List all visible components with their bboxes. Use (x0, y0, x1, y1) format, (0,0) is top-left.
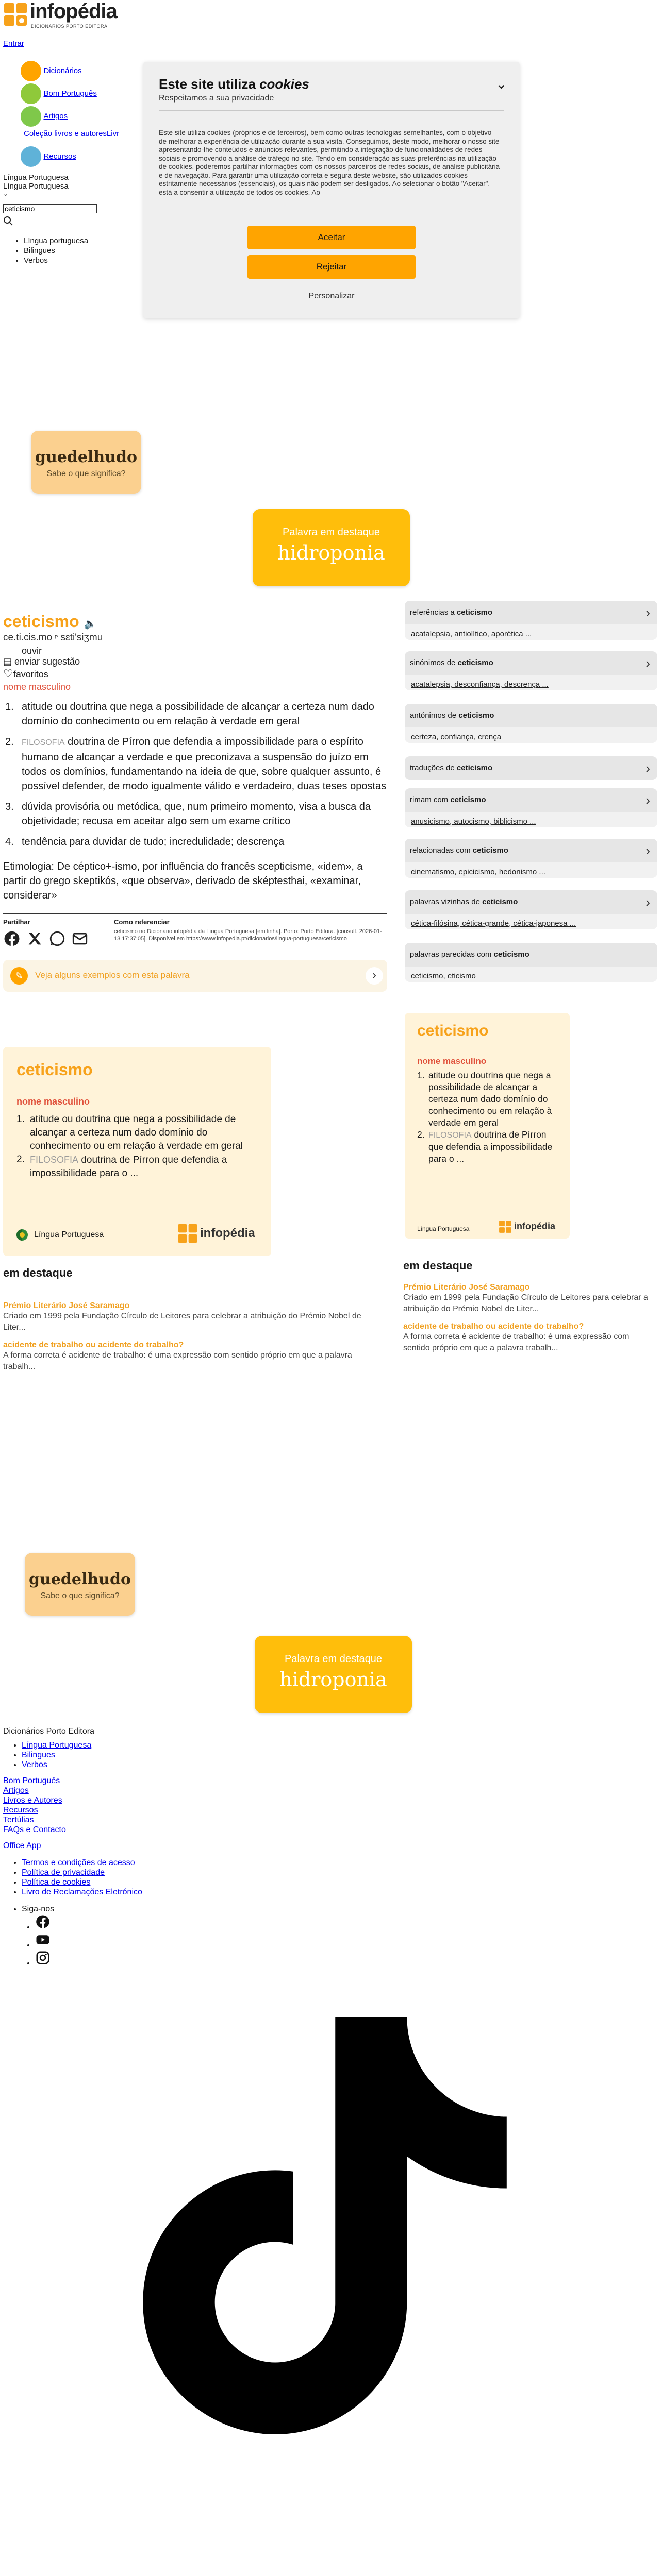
definition-item: 4. tendência para duvidar de tudo; incredulidade; descrença (5, 836, 285, 848)
nav-item-bom-portugues[interactable] (21, 83, 144, 105)
lightbulb-icon: ✎ (10, 967, 28, 985)
card-word: ceticismo (417, 1022, 489, 1039)
footer-legal-link[interactable]: Política de privacidade (22, 1868, 105, 1877)
highlight-word: hidroponia (279, 1668, 387, 1691)
bom-portugues-icon (21, 83, 41, 104)
entry-headword: ceticismo 🔈 (3, 612, 97, 631)
footer-legal-link[interactable]: Termos e condições de acesso (22, 1858, 135, 1867)
examples-panel[interactable] (3, 960, 387, 992)
featured-left (3, 1266, 385, 1372)
brand-subtitle: DICIONÁRIOS PORTO EDITORA (31, 24, 108, 29)
entry-pronunciation (3, 632, 387, 643)
word-highlight-banner[interactable] (255, 1636, 412, 1713)
sidebox-rhymes[interactable]: rimam com ceticismo › anusicismo, autocismo, biblicismo ... (405, 788, 657, 827)
cookie-title: Este site utiliza cookies (159, 76, 309, 92)
cookie-body: Este site utiliza cookies (próprios e de terceiros), bem como outras tecnologias semelhantes, com o objetivo de melhorar a experiência de utilização durante a sua visita. Conseguimos, deste modo, melhorar o nosso site apresentando-lhe conteúdos e anúncios relevantes, permitindo a integração de funcionalidades de redes sociais e promovendo a análise de tráfego no site. Tendo em consideração as suas preferências na utilização de cookies, poderemos partilhar informações com os nossos parceiros de redes sociais, de análise publicitária e de navegação. Para garantir uma utilização correta e segura deste website, são utilizados cookies estritamente necessários (essenciais), os quais não podem ser desligados. Ao selecionar o botão "Aceitar", está a consentir a utilização de todos os cookies. Ao (159, 129, 500, 196)
suggest-action[interactable]: ▤ enviar sugestão (3, 656, 80, 667)
edition-link-text[interactable]: Coleção livros e autoresLivr (24, 129, 120, 138)
facebook-icon[interactable] (3, 930, 21, 947)
footer-link[interactable]: Bilingues (22, 1751, 55, 1759)
infopedia-logo-icon (3, 2, 28, 27)
featured-item-title[interactable]: acidente de trabalho ou acidente do trabalho? (403, 1322, 584, 1331)
favorites-action[interactable]: ♡favoritos (3, 667, 48, 680)
articles-icon (21, 106, 41, 127)
resources-icon (21, 146, 41, 167)
featured-item-title[interactable]: acidente de trabalho ou acidente do trabalho? (3, 1341, 184, 1349)
divider (3, 913, 387, 914)
card-pos: nome masculino (16, 1096, 90, 1107)
highlight-label: Palavra em destaque (284, 1653, 382, 1665)
nav-label[interactable]: Artigos (43, 112, 68, 121)
cookie-subtitle: Respeitamos a sua privacidade (159, 94, 274, 103)
login-link[interactable]: Entrar (3, 39, 24, 48)
office-app-link[interactable]: Office App (3, 1841, 41, 1850)
facebook-icon[interactable] (35, 1914, 51, 1929)
chevron-right-icon: › (646, 894, 650, 910)
sidebox-antonyms[interactable]: antónimos de ceticismo certeza, confiança, crença (405, 704, 657, 743)
footer-links (3, 1776, 142, 1835)
search-input[interactable] (3, 204, 97, 213)
sidebox-references[interactable]: referências a ceticismo › acatalepsia, antiolítico, aporética ... (405, 601, 657, 640)
definition-item: 3. dúvida provisória ou metódica, que, num primeiro momento, visa a busca da objetividade; recusa em aceitar algo sem um exame crítico (5, 801, 371, 827)
footer-legal (3, 1858, 142, 1897)
heart-icon: ♡ (3, 667, 13, 680)
word-quiz-banner[interactable] (25, 1553, 135, 1616)
footer-dict-links (3, 1740, 142, 1770)
featured-item-text: Criado em 1999 pela Fundação Círculo de Leitores para celebrar a atribuição do Prémio Nobel de Liter... (403, 1293, 648, 1313)
featured-item-text: A forma correta é acidente de trabalho: é uma expressão com sentido próprio em que a palavra trabalh... (3, 1351, 352, 1371)
word-highlight-banner[interactable] (253, 509, 410, 586)
brand-name: infopédia (30, 0, 117, 23)
email-icon[interactable] (71, 930, 89, 947)
main-nav (21, 61, 144, 129)
chevron-right-icon: › (646, 605, 650, 620)
dictionary-selector[interactable] (3, 173, 69, 197)
quiz-word: guedelhudo (35, 448, 137, 466)
footer-link[interactable]: Língua Portuguesa (22, 1741, 92, 1750)
chevron-right-icon: › (646, 655, 650, 671)
footer-link[interactable]: FAQs e Contacto (3, 1825, 66, 1834)
share-icons (3, 930, 114, 947)
dict-select-label: Língua Portuguesa (3, 173, 69, 182)
footer-dictionaries-label: Dicionários Porto Editora (3, 1727, 94, 1736)
word-card-large[interactable] (3, 1047, 271, 1256)
definition-item: 1. atitude ou doutrina que nega a possibilidade de alcançar a certeza num dado domínio do conhecimento ou em relação à verdade em geral (5, 701, 374, 727)
infopedia-logo-icon (177, 1223, 198, 1244)
word-quiz-banner[interactable] (31, 431, 141, 494)
word-card-small[interactable] (405, 1013, 570, 1239)
card-pos: nome masculino (417, 1056, 487, 1066)
dict-select-current[interactable]: Língua Portuguesa (3, 182, 69, 191)
cite-label: Como referenciar (114, 918, 170, 926)
featured-item-title[interactable]: Prémio Literário José Saramago (3, 1301, 130, 1310)
quiz-question: Sabe o que significa? (40, 1591, 120, 1600)
definitions (3, 700, 387, 849)
footer-legal-link[interactable]: Política de cookies (22, 1878, 91, 1887)
part-of-speech: nome masculino (3, 682, 71, 692)
youtube-icon[interactable] (35, 1932, 51, 1947)
examples-label: Veja alguns exemplos com esta palavra (35, 970, 190, 980)
etymology: Etimologia: De céptico+-ismo, por influência do francês scepticisme, «idem», a partir do grego skeptikós, «que observa», derivado de sképtesthai, «examinar, considerar» (3, 861, 363, 901)
featured-heading: em destaque (403, 1259, 473, 1272)
divider (159, 110, 504, 111)
sidebox-related[interactable]: relacionadas com ceticismo › cinematismo, epicicismo, hedonismo ... (405, 839, 657, 878)
follow-label: Siga-nos (22, 1905, 55, 1913)
card-defs: 1. atitude ou doutrina que nega a possibilidade de alcançar a certeza num dado domínio do conhecimento ou em relação à verdade em geral 2. FILOSOFIA doutrina de Pírron que defendia a impossibilidade para o ... (417, 1070, 553, 1164)
sidebox-translations[interactable]: traduções de ceticismo › (405, 756, 657, 780)
speaker-icon[interactable]: 🔈 (84, 618, 97, 630)
chevron-right-icon: › (646, 843, 650, 858)
infopedia-logo-icon (499, 1220, 512, 1233)
chevron-right-icon: › (646, 760, 650, 776)
entry (3, 612, 387, 992)
chevron-right-icon[interactable]: › (366, 967, 383, 985)
search-icon[interactable] (3, 216, 13, 226)
chevron-down-icon[interactable]: ⌄ (3, 190, 9, 197)
featured-item-text: A forma correta é acidente de trabalho: é uma expressão com sentido próprio em que a palavra trabalh... (403, 1332, 630, 1352)
portugal-flag-icon (16, 1229, 28, 1241)
share-label: Partilhar (3, 918, 30, 926)
card-brand: infopédia (177, 1223, 255, 1246)
nav-label[interactable]: Dicionários (43, 66, 82, 76)
reject-button[interactable]: Rejeitar (247, 255, 416, 279)
cite-text: ceticismo no Dicionário infopédia da Língua Portuguesa [em linha]. Porto: Porto Editora. [consult. 2026-01-13 17:37:05]. Disponível em https://www.infopedia.pt/dicionarios/lingua-portuguesa/ceticismo (114, 928, 382, 942)
edition-link[interactable] (24, 129, 119, 138)
site-logo[interactable] (3, 0, 127, 32)
cookie-consent-dialog (143, 62, 520, 318)
syllables: ce.ti.cis.mo (3, 632, 53, 643)
footer-link[interactable]: Verbos (22, 1760, 47, 1769)
nav-item-artigos[interactable] (21, 106, 144, 128)
nav-label[interactable]: Recursos (43, 152, 76, 161)
dictionary-options (5, 236, 88, 265)
nav-item-dicionarios[interactable] (21, 61, 144, 82)
customize-link[interactable]: Personalizar (308, 292, 355, 300)
twitter-x-icon[interactable] (26, 930, 43, 947)
highlight-label: Palavra em destaque (282, 527, 380, 538)
tiktok-icon[interactable] (46, 1947, 603, 2504)
card-word: ceticismo (16, 1060, 93, 1079)
dictionary-icon (21, 61, 41, 81)
card-brand: infopédia (499, 1220, 560, 1235)
featured-right (403, 1259, 651, 1354)
card-language: Língua Portuguesa (34, 1230, 104, 1239)
footer-link[interactable]: Tertúlias (3, 1816, 34, 1824)
featured-item-text: Criado em 1999 pela Fundação Círculo de Leitores para celebrar a atribuição do Prémio Nobel de Liter... (3, 1312, 361, 1332)
dict-option[interactable]: • Língua portuguesa (24, 236, 88, 246)
footer (3, 1726, 142, 1968)
nav-item-recursos[interactable] (21, 146, 76, 167)
listen-action[interactable]: ouvir (22, 646, 42, 656)
highlight-word: hidroponia (277, 541, 385, 564)
dict-option[interactable]: • Verbos (24, 256, 88, 265)
share-section (3, 918, 114, 947)
share-cite-row (3, 918, 387, 947)
card-language: Língua Portuguesa (417, 1225, 470, 1232)
sidebox-synonyms[interactable]: sinónimos de ceticismo › acatalepsia, desconfiança, descrença ... (405, 651, 657, 690)
search-form (3, 204, 97, 226)
ipa: sɛti'siʒmu (60, 632, 103, 643)
edit-icon: ▤ (3, 656, 12, 667)
footer-legal-link[interactable]: Livro de Reclamações Eletrónico (22, 1888, 142, 1896)
footer-link[interactable]: Bom Português (3, 1776, 60, 1785)
definition-item: 2. FILOSOFIA doutrina de Pírron que defendia a impossibilidade para o espírito humano de alcançar a verdade e que preconizava a suspensão do juízo em todos os domínios, fundamentando na ideia de que, sobre qualquer assunto, é possível defender, de modo igualmente válido e verdadeiro, duas teses opostas (5, 736, 387, 792)
sidebox-similar[interactable]: palavras parecidas com ceticismo ceticismo, eticismo (405, 943, 657, 982)
user-icon (3, 34, 10, 39)
cite-section (114, 918, 387, 947)
sidebox-neighbours[interactable]: palavras vizinhas de ceticismo › cética-filósina, cética-grande, cética-japonesa ... (405, 890, 657, 929)
whatsapp-icon[interactable] (48, 930, 66, 947)
quiz-word: guedelhudo (29, 1570, 131, 1588)
footer-link[interactable]: Recursos (3, 1806, 38, 1815)
chevron-right-icon: › (646, 792, 650, 808)
featured-item-title[interactable]: Prémio Literário José Saramago (403, 1283, 530, 1292)
chevron-down-icon[interactable]: ⌄ (495, 76, 507, 92)
nav-label[interactable]: Bom Português (43, 89, 97, 98)
ipa-label: ᴾ (55, 634, 58, 642)
card-defs: 1. atitude ou doutrina que nega a possibilidade de alcançar a certeza num dado domínio do conhecimento ou em relação à verdade em geral 2. FILOSOFIA doutrina de Pírron que defendia a impossibilidade para o ... (16, 1114, 243, 1179)
user-login[interactable] (3, 34, 24, 48)
dict-option[interactable]: • Bilingues (24, 246, 88, 256)
featured-heading: em destaque (3, 1266, 73, 1279)
accept-button[interactable]: Aceitar (247, 226, 416, 249)
footer-link[interactable]: Artigos (3, 1786, 29, 1795)
footer-link[interactable]: Livros e Autores (3, 1796, 62, 1805)
quiz-question: Sabe o que significa? (46, 469, 126, 478)
